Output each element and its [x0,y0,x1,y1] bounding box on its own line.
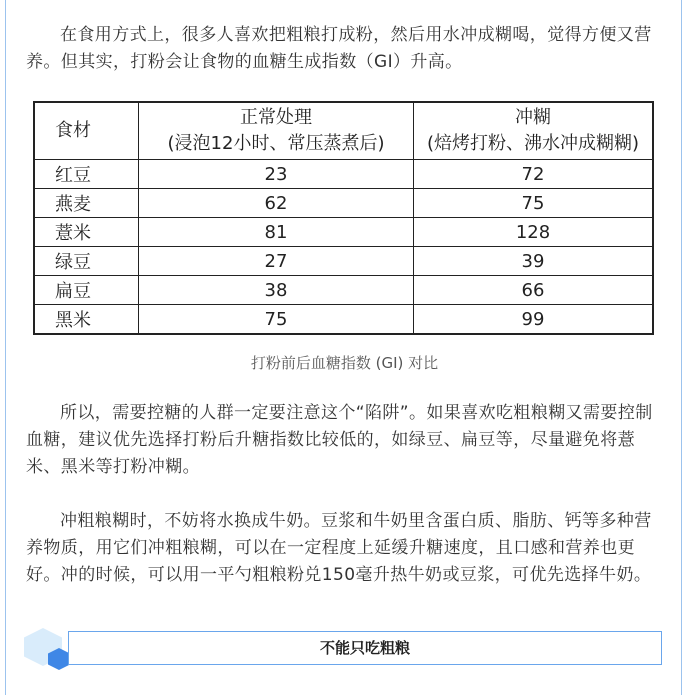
food-cell: 燕麦 [34,189,139,218]
paste-gi-cell: 72 [414,160,654,189]
normal-gi-cell: 75 [139,305,414,335]
food-cell: 黑米 [34,305,139,335]
paste-gi-cell: 128 [414,218,654,247]
normal-gi-cell: 38 [139,276,414,305]
header-normal-sub: (浸泡12小时、常压蒸煮后) [167,133,385,154]
food-cell: 绿豆 [34,247,139,276]
table-row [34,305,653,335]
table-row [34,276,653,305]
paste-gi-cell: 99 [414,305,654,335]
normal-gi-cell: 81 [139,218,414,247]
food-cell: 红豆 [34,160,139,189]
gi-comparison-table [33,101,654,335]
section-title: 不能只吃粗粮 [68,631,662,665]
table-row [34,160,653,189]
normal-gi-cell: 27 [139,247,414,276]
table-header-row [34,102,653,160]
table-row [34,218,653,247]
header-food: 食材 [34,102,139,160]
normal-gi-cell: 23 [139,160,414,189]
header-normal-title: 正常处理 [240,107,312,128]
milk-paragraph: 冲粗粮糊时，不妨将水换成牛奶。豆浆和牛奶里含蛋白质、脂肪、钙等多种营养物质，用它们冲粗粮糊，可以在一定程度上延缓升糖速度，且口感和营养也更好。冲的时候，可以用一平勺粗粮粉兑150毫升热牛奶或豆浆，可优先选择牛奶。 [26,511,652,585]
header-paste-title: 冲糊 [515,107,551,128]
normal-gi-cell: 62 [139,189,414,218]
table-caption: 打粉前后血糖指数 (GI) 对比 [250,354,439,372]
paste-gi-cell: 66 [414,276,654,305]
table-row [34,247,653,276]
food-cell: 薏米 [34,218,139,247]
food-cell: 扁豆 [34,276,139,305]
header-paste-sub: (焙烤打粉、沸水冲成糊糊) [426,133,640,154]
intro-paragraph: 在食用方式上，很多人喜欢把粗粮打成粉，然后用水冲成糊喝，觉得方便又营养。但其实，打粉会让食物的血糖生成指数（GI）升高。 [26,25,652,72]
table-row [34,189,653,218]
paste-gi-cell: 75 [414,189,654,218]
header-normal [139,102,414,160]
header-paste [414,102,654,160]
advice-paragraph: 所以，需要控糖的人群一定要注意这个“陷阱”。如果喜欢吃粗粮糊又需要控制血糖，建议优先选择打粉后升糖指数比较低的，如绿豆、扁豆等，尽量避免将薏米、黑米等打粉冲糊。 [26,403,653,477]
paste-gi-cell: 39 [414,247,654,276]
